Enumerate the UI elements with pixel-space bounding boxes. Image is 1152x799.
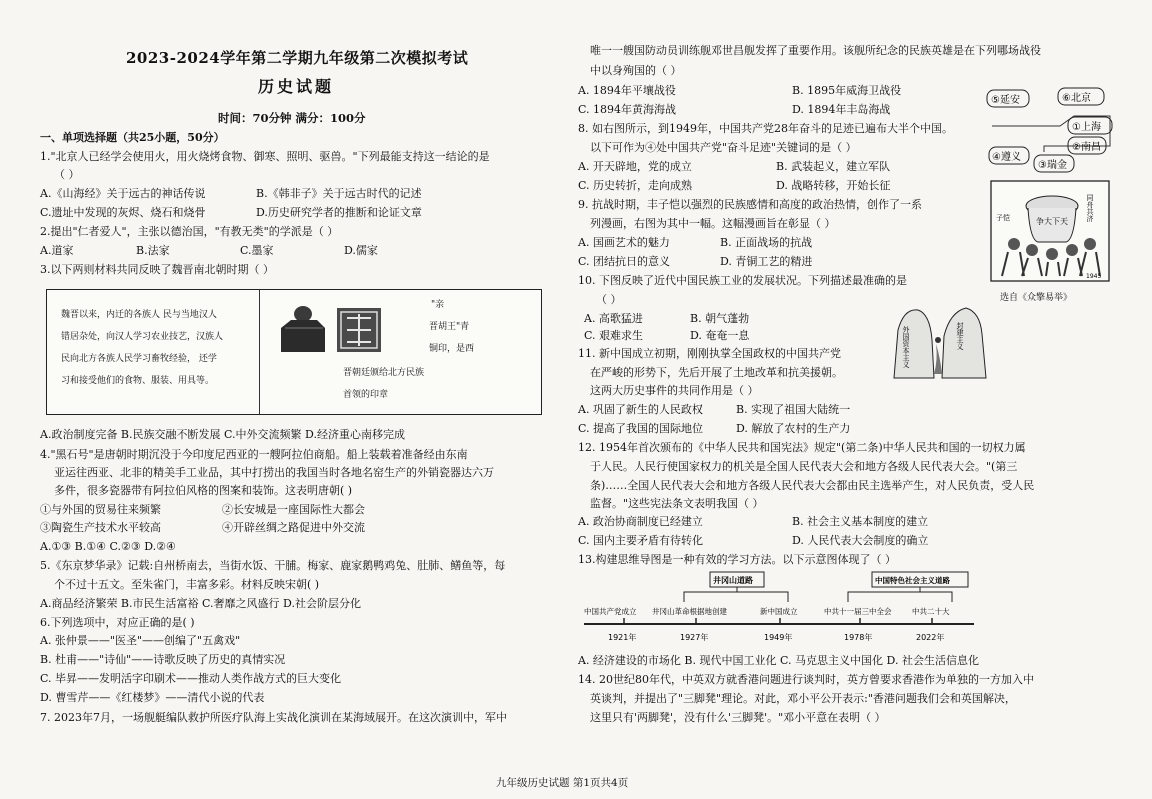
- q12-option-a: A. 政治协商制度已经建立: [578, 515, 703, 528]
- q10-stem: 10. 下图反映了近代中国民族工业的发展状况。下列描述最准确的是: [578, 274, 907, 287]
- q8-option-d: D. 战略转移，开始长征: [776, 179, 891, 192]
- rock-label-right: 封建主义: [956, 322, 964, 350]
- cartoon-signature: 子恺: [996, 214, 1010, 222]
- q9-option-b: B. 正面战场的抗战: [720, 236, 813, 249]
- q12-option-c: C. 国内主要矛盾有待转化: [578, 534, 704, 547]
- q14-stem: 英谈判，并提出了"三脚凳"理论。对此，邓小平公开表示:"香港问题我们会和英国解决，: [590, 692, 1016, 705]
- q11-stem: 11. 新中国成立初期，刚刚执掌全国政权的中国共产党: [578, 347, 841, 360]
- q11-option-a: A. 巩固了新生的人民政权: [578, 403, 703, 416]
- q2-option-c: C.墨家: [240, 244, 274, 257]
- q10-option-a: A. 高歌猛进: [584, 312, 643, 325]
- q6-stem: 6.下列选项中，对应正确的是( ): [40, 616, 195, 629]
- q11-option-d: D. 解放了农村的生产力: [736, 422, 851, 435]
- q1-blank: （ ）: [54, 168, 80, 181]
- q12-stem: 条)……全国人民代表大会和地方各级人民代表大会都由民主选举产生，对人民负责，受人民: [590, 479, 1035, 492]
- timeline-year: 2022年: [916, 633, 945, 642]
- q10-option-c: C. 艰难求生: [584, 329, 644, 342]
- map-node-beijing: ⑥北京: [1062, 93, 1091, 104]
- q9-option-c: C. 团结抗日的意义: [578, 255, 671, 268]
- q12-stem: 12. 1954年首次颁布的《中华人民共和国宪法》规定"(第二条)中华人民共和国的一切权力属: [578, 441, 1026, 454]
- q7-stem: 唯一一艘国防动员训练舰邓世昌舰发挥了重要作用。该舰所纪念的民族英雄是在下列哪场战役: [590, 44, 1041, 57]
- q6-option-b: B. 杜甫——"诗仙"——诗歌反映了历史的真情实况: [40, 653, 286, 666]
- q1-option-c: C.遗址中发现的灰烬、烧石和烧骨: [40, 206, 206, 219]
- q9-option-a: A. 国画艺术的魅力: [578, 236, 670, 249]
- q2-option-a: A.道家: [40, 244, 74, 257]
- material-1-line: 错居杂处，向汉人学习农业技艺，汉族人: [61, 332, 224, 342]
- q8-option-a: A. 开天辟地，党的成立: [578, 160, 692, 173]
- map-node-zunyi: ④遵义: [992, 152, 1021, 163]
- material-2-line: "亲: [431, 300, 445, 310]
- exam-meta: 时间：70分钟 满分：100分: [218, 111, 366, 125]
- q4-statement-4: ④开辟丝绸之路促进中外交流: [222, 521, 365, 534]
- cartoon-caption: 选自《众擎易举》: [1000, 293, 1073, 303]
- national-industry-cartoon: [890, 300, 990, 382]
- q2-stem: 2.提出"仁者爱人"，主张以德治国，"有教无类"的学派是（ ）: [40, 225, 339, 238]
- q7-stem: 7. 2023年7月，一场舰艇编队救护所医疗队海上实战化演训在某海域展开。在这次演训中，军中: [40, 711, 507, 724]
- map-node-ruijin: ③瑞金: [1038, 160, 1067, 171]
- bronze-seal-image: [275, 300, 387, 360]
- q7-option-b: B. 1895年威海卫战役: [792, 84, 902, 97]
- q6-option-a: A. 张仲景——"医圣"——创编了"五禽戏": [40, 634, 241, 647]
- q1-stem: 1."北京人已经学会使用火，用火烧烤食物、御寒、照明、驱兽。"下列最能支持这一结论的是: [40, 150, 490, 163]
- q12-stem: 于人民。人民行使国家权力的机关是全国人民代表大会和地方各级人民代表大会。"(第三: [590, 460, 1018, 473]
- q4-stem: 4."黑石号"是唐朝时期沉没于今印度尼西亚的一艘阿拉伯商船。船上装载着准备经由东南: [40, 448, 468, 461]
- q2-option-b: B.法家: [136, 244, 170, 257]
- q3-stem: 3.以下两则材料共同反映了魏晋南北朝时期（ ）: [40, 263, 274, 276]
- cartoon-banner: 争大下天: [1036, 217, 1068, 226]
- q5-options: A.商品经济繁荣 B.市民生活富裕 C.奢靡之风盛行 D.社会阶层分化: [40, 597, 361, 610]
- q12-stem: 监督。"这些宪法条文表明我国（ ）: [590, 497, 764, 510]
- material-2-line: 晋胡王"青: [429, 322, 470, 332]
- q4-options: A.①③ B.①④ C.②③ D.②④: [40, 540, 176, 553]
- timeline-box-socialism: 中国特色社会主义道路: [875, 576, 950, 585]
- q9-stem: 9. 抗战时期，丰子恺以强烈的民族感情和高度的政治热情，创作了一系: [578, 198, 922, 211]
- q8-option-b: B. 武装起义，建立军队: [776, 160, 891, 173]
- timeline-year: 1978年: [844, 633, 873, 642]
- timeline-year: 1949年: [764, 633, 793, 642]
- q13-options: A. 经济建设的市场化 B. 现代中国工业化 C. 马克思主义中国化 D. 社会生活信息化: [578, 654, 979, 667]
- q1-option-a: A.《山海经》关于远古的神话传说: [40, 187, 206, 200]
- timeline-event-1949: 新中国成立: [760, 607, 798, 616]
- q10-option-b: B. 朝气蓬勃: [690, 312, 750, 325]
- q2-option-d: D.儒家: [344, 244, 378, 257]
- map-node-nanchang: ②南昌: [1072, 142, 1101, 153]
- q11-stem: 这两大历史事件的共同作用是（ ）: [590, 384, 759, 397]
- q12-option-b: B. 社会主义基本制度的建立: [792, 515, 929, 528]
- cartoon-year: 1945: [1086, 273, 1102, 280]
- q7-option-a: A. 1894年平壤战役: [578, 84, 676, 97]
- q7-option-c: C. 1894年黄海海战: [578, 103, 677, 116]
- q8-stem: 以下可作为④处中国共产党"奋斗足迹"关键词的是（ ）: [590, 141, 857, 154]
- road-timeline-diagram: [584, 570, 976, 648]
- q10-blank: （ ）: [596, 293, 622, 306]
- timeline-year: 1927年: [680, 633, 709, 642]
- page-footer: 九年级历史试题 第1页共4页: [496, 777, 629, 789]
- q8-stem: 8. 如右图所示，到1949年，中国共产党28年奋斗的足迹已遍布大半个中国。: [578, 122, 953, 135]
- q7-stem: 中以身殉国的（ ）: [590, 64, 682, 77]
- q4-statement-3: ③陶瓷生产技术水平较高: [40, 521, 161, 534]
- feng-zikai-cartoon: [990, 180, 1112, 284]
- material-divider: [259, 290, 260, 414]
- cartoon-side-text: 同舟共济: [1086, 194, 1094, 222]
- material-2-line: 首领的印章: [343, 390, 389, 400]
- exam-title: 2023-2024学年第二学期九年级第二次模拟考试: [126, 49, 469, 67]
- rock-label-left: 外国资本主义: [902, 326, 910, 368]
- material-2-line: 铜印，是西: [429, 344, 475, 354]
- q9-stem: 列漫画，右图为其中一幅。这幅漫画旨在彰显（ ）: [590, 217, 836, 230]
- exam-subject: 历史试题: [258, 77, 335, 96]
- q10-option-d: D. 奄奄一息: [690, 329, 750, 342]
- map-node-yanan: ⑤延安: [991, 95, 1020, 106]
- q3-options: A.政治制度完备 B.民族交融不断发展 C.中外交流频繁 D.经济重心南移完成: [40, 428, 405, 441]
- material-1-line: 魏晋以来，内迁的各族人 民与当地汉人: [61, 310, 217, 320]
- q8-option-c: C. 历史转折，走向成熟: [578, 179, 693, 192]
- q9-option-d: D. 青铜工艺的精进: [720, 255, 813, 268]
- section-heading: 一、单项选择题（共25小题，50分）: [40, 131, 225, 144]
- timeline-event-2022: 中共二十大: [912, 607, 950, 616]
- q12-option-d: D. 人民代表大会制度的确立: [792, 534, 929, 547]
- q14-stem: 这里只有'两脚凳'，没有什么'三脚凳'。"邓小平意在表明（ ）: [590, 711, 886, 724]
- q14-stem: 14. 20世纪80年代，中英双方就香港问题进行谈判时，英方曾要求香港作为单独的一方加入中: [578, 673, 1034, 686]
- q13-stem: 13.构建思维导图是一种有效的学习方法。以下示意图体现了（ ）: [578, 553, 896, 566]
- q11-stem: 在严峻的形势下，先后开展了土地改革和抗美援朝。: [590, 366, 843, 379]
- q7-option-d: D. 1894年丰岛海战: [792, 103, 891, 116]
- q11-option-b: B. 实现了祖国大陆统一: [736, 403, 851, 416]
- q6-option-c: C. 毕昇——发明活字印刷术——推动人类作战方式的巨大变化: [40, 672, 342, 685]
- q6-option-d: D. 曹雪芹——《红楼梦》——清代小说的代表: [40, 691, 265, 704]
- material-1-line: 习和接受他们的食物、服装、用具等。: [61, 376, 215, 386]
- q1-option-d: D.历史研究学者的推断和论证文章: [256, 206, 422, 219]
- q11-option-c: C. 提高了我国的国际地位: [578, 422, 704, 435]
- timeline-event-1921: 中国共产党成立: [584, 607, 637, 616]
- map-node-shanghai: ①上海: [1072, 122, 1101, 133]
- q4-statement-1: ①与外国的贸易往来频繁: [40, 503, 161, 516]
- timeline-event-1978: 中共十一届三中全会: [824, 607, 892, 616]
- q1-option-b: B.《韩非子》关于远古时代的记述: [256, 187, 422, 200]
- q5-stem: 5.《东京梦华录》记载:自州桥南去，当街水饭、干脯。梅家、鹿家鹅鸭鸡兔、肚肺、鳝鱼等，每: [40, 559, 506, 572]
- q4-stem: 亚运往西亚、北非的精美手工业品，其中打捞出的我国当时各地名窑生产的外销瓷器达六万: [54, 466, 494, 479]
- timeline-box-jinggangshan: 井冈山道路: [713, 576, 753, 585]
- q4-statement-2: ②长安城是一座国际性大都会: [222, 503, 365, 516]
- party-footprint-map: [986, 86, 1114, 176]
- material-2-line: 晋朝廷颁给北方民族: [343, 368, 425, 378]
- q4-stem: 多件，很多瓷器带有阿拉伯风格的图案和装饰。这表明唐朝( ): [54, 484, 353, 497]
- material-1-line: 民向北方各族人民学习畜牧经验， 还学: [61, 354, 217, 364]
- q3-material-box: [46, 289, 542, 415]
- timeline-year: 1921年: [608, 633, 637, 642]
- timeline-event-1927: 井冈山革命根据地创建: [652, 607, 727, 616]
- q5-stem: 个不过十五文。至朱雀门，丰富多彩。材料反映宋朝( ): [54, 578, 320, 591]
